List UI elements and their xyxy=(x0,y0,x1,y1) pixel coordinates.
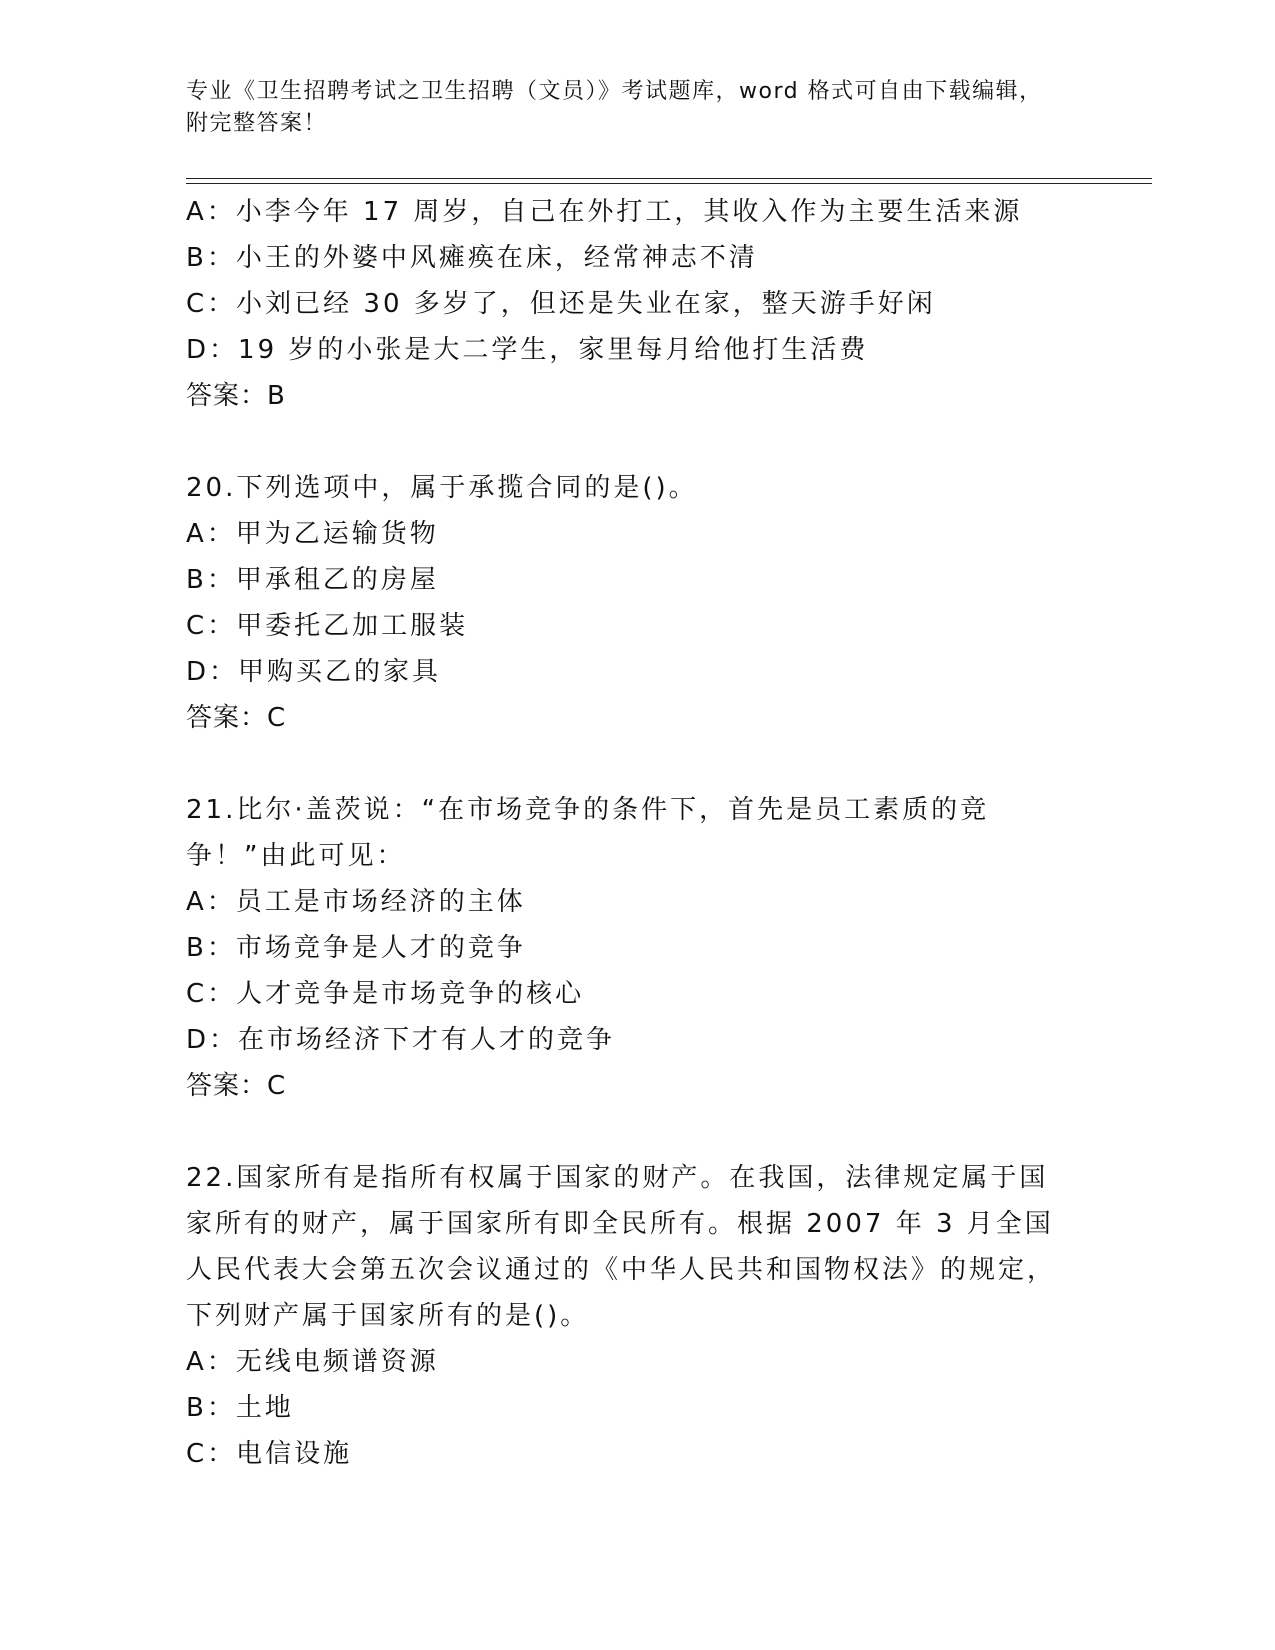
question-item xyxy=(186,1155,1086,1477)
spacer xyxy=(186,741,1086,787)
option-b: B：小王的外婆中风瘫痪在床，经常神志不清 xyxy=(186,243,758,273)
option-c: C：甲委托乙加工服装 xyxy=(186,611,469,641)
option-b: B：甲承租乙的房屋 xyxy=(186,565,439,595)
option-c: C：人才竞争是市场竞争的核心 xyxy=(186,979,585,1009)
option-a: A：小李今年 17 周岁，自己在外打工，其收入作为主要生活来源 xyxy=(186,197,1023,227)
question-stem: 21.比尔·盖茨说：“在市场竞争的条件下，首先是员工素质的竞争！”由此可见： xyxy=(186,795,990,871)
option-b: B：土地 xyxy=(186,1393,294,1423)
answer: 答案：B xyxy=(186,381,286,411)
question-item xyxy=(186,465,1086,741)
document-header: 专业《卫生招聘考试之卫生招聘（文员）》考试题库，word 格式可自由下载编辑，附完整答案！ xyxy=(186,79,1043,136)
option-d: D：甲购买乙的家具 xyxy=(186,657,442,687)
spacer xyxy=(186,419,1086,465)
question-stem: 22.国家所有是指所有权属于国家的财产。在我国，法律规定属于国家所有的财产，属于国家所有即全民所有。根据 2007 年 3 月全国人民代表大会第五次会议通过的《中华人民共和国物权法》的规定，下列财产属于国家所有的是()。 xyxy=(186,1163,1057,1331)
header-rule-bottom xyxy=(186,183,1152,184)
answer: 答案：C xyxy=(186,703,287,733)
option-c: C：小刘已经 30 多岁了，但还是失业在家，整天游手好闲 xyxy=(186,289,936,319)
question-list xyxy=(186,189,1086,1477)
option-a: A：甲为乙运输货物 xyxy=(186,519,439,549)
option-d: D：在市场经济下才有人才的竞争 xyxy=(186,1025,616,1055)
option-a: A：员工是市场经济的主体 xyxy=(186,887,526,917)
option-b: B：市场竞争是人才的竞争 xyxy=(186,933,526,963)
answer: 答案：C xyxy=(186,1071,287,1101)
option-d: D：19 岁的小张是大二学生，家里每月给他打生活费 xyxy=(186,335,869,365)
option-c: C：电信设施 xyxy=(186,1439,353,1469)
question-item xyxy=(186,189,1086,419)
header-rule-top xyxy=(186,178,1152,179)
question-item xyxy=(186,787,1086,1109)
spacer xyxy=(186,1109,1086,1155)
option-a: A：无线电频谱资源 xyxy=(186,1347,439,1377)
question-stem: 20.下列选项中，属于承揽合同的是()。 xyxy=(186,473,698,503)
